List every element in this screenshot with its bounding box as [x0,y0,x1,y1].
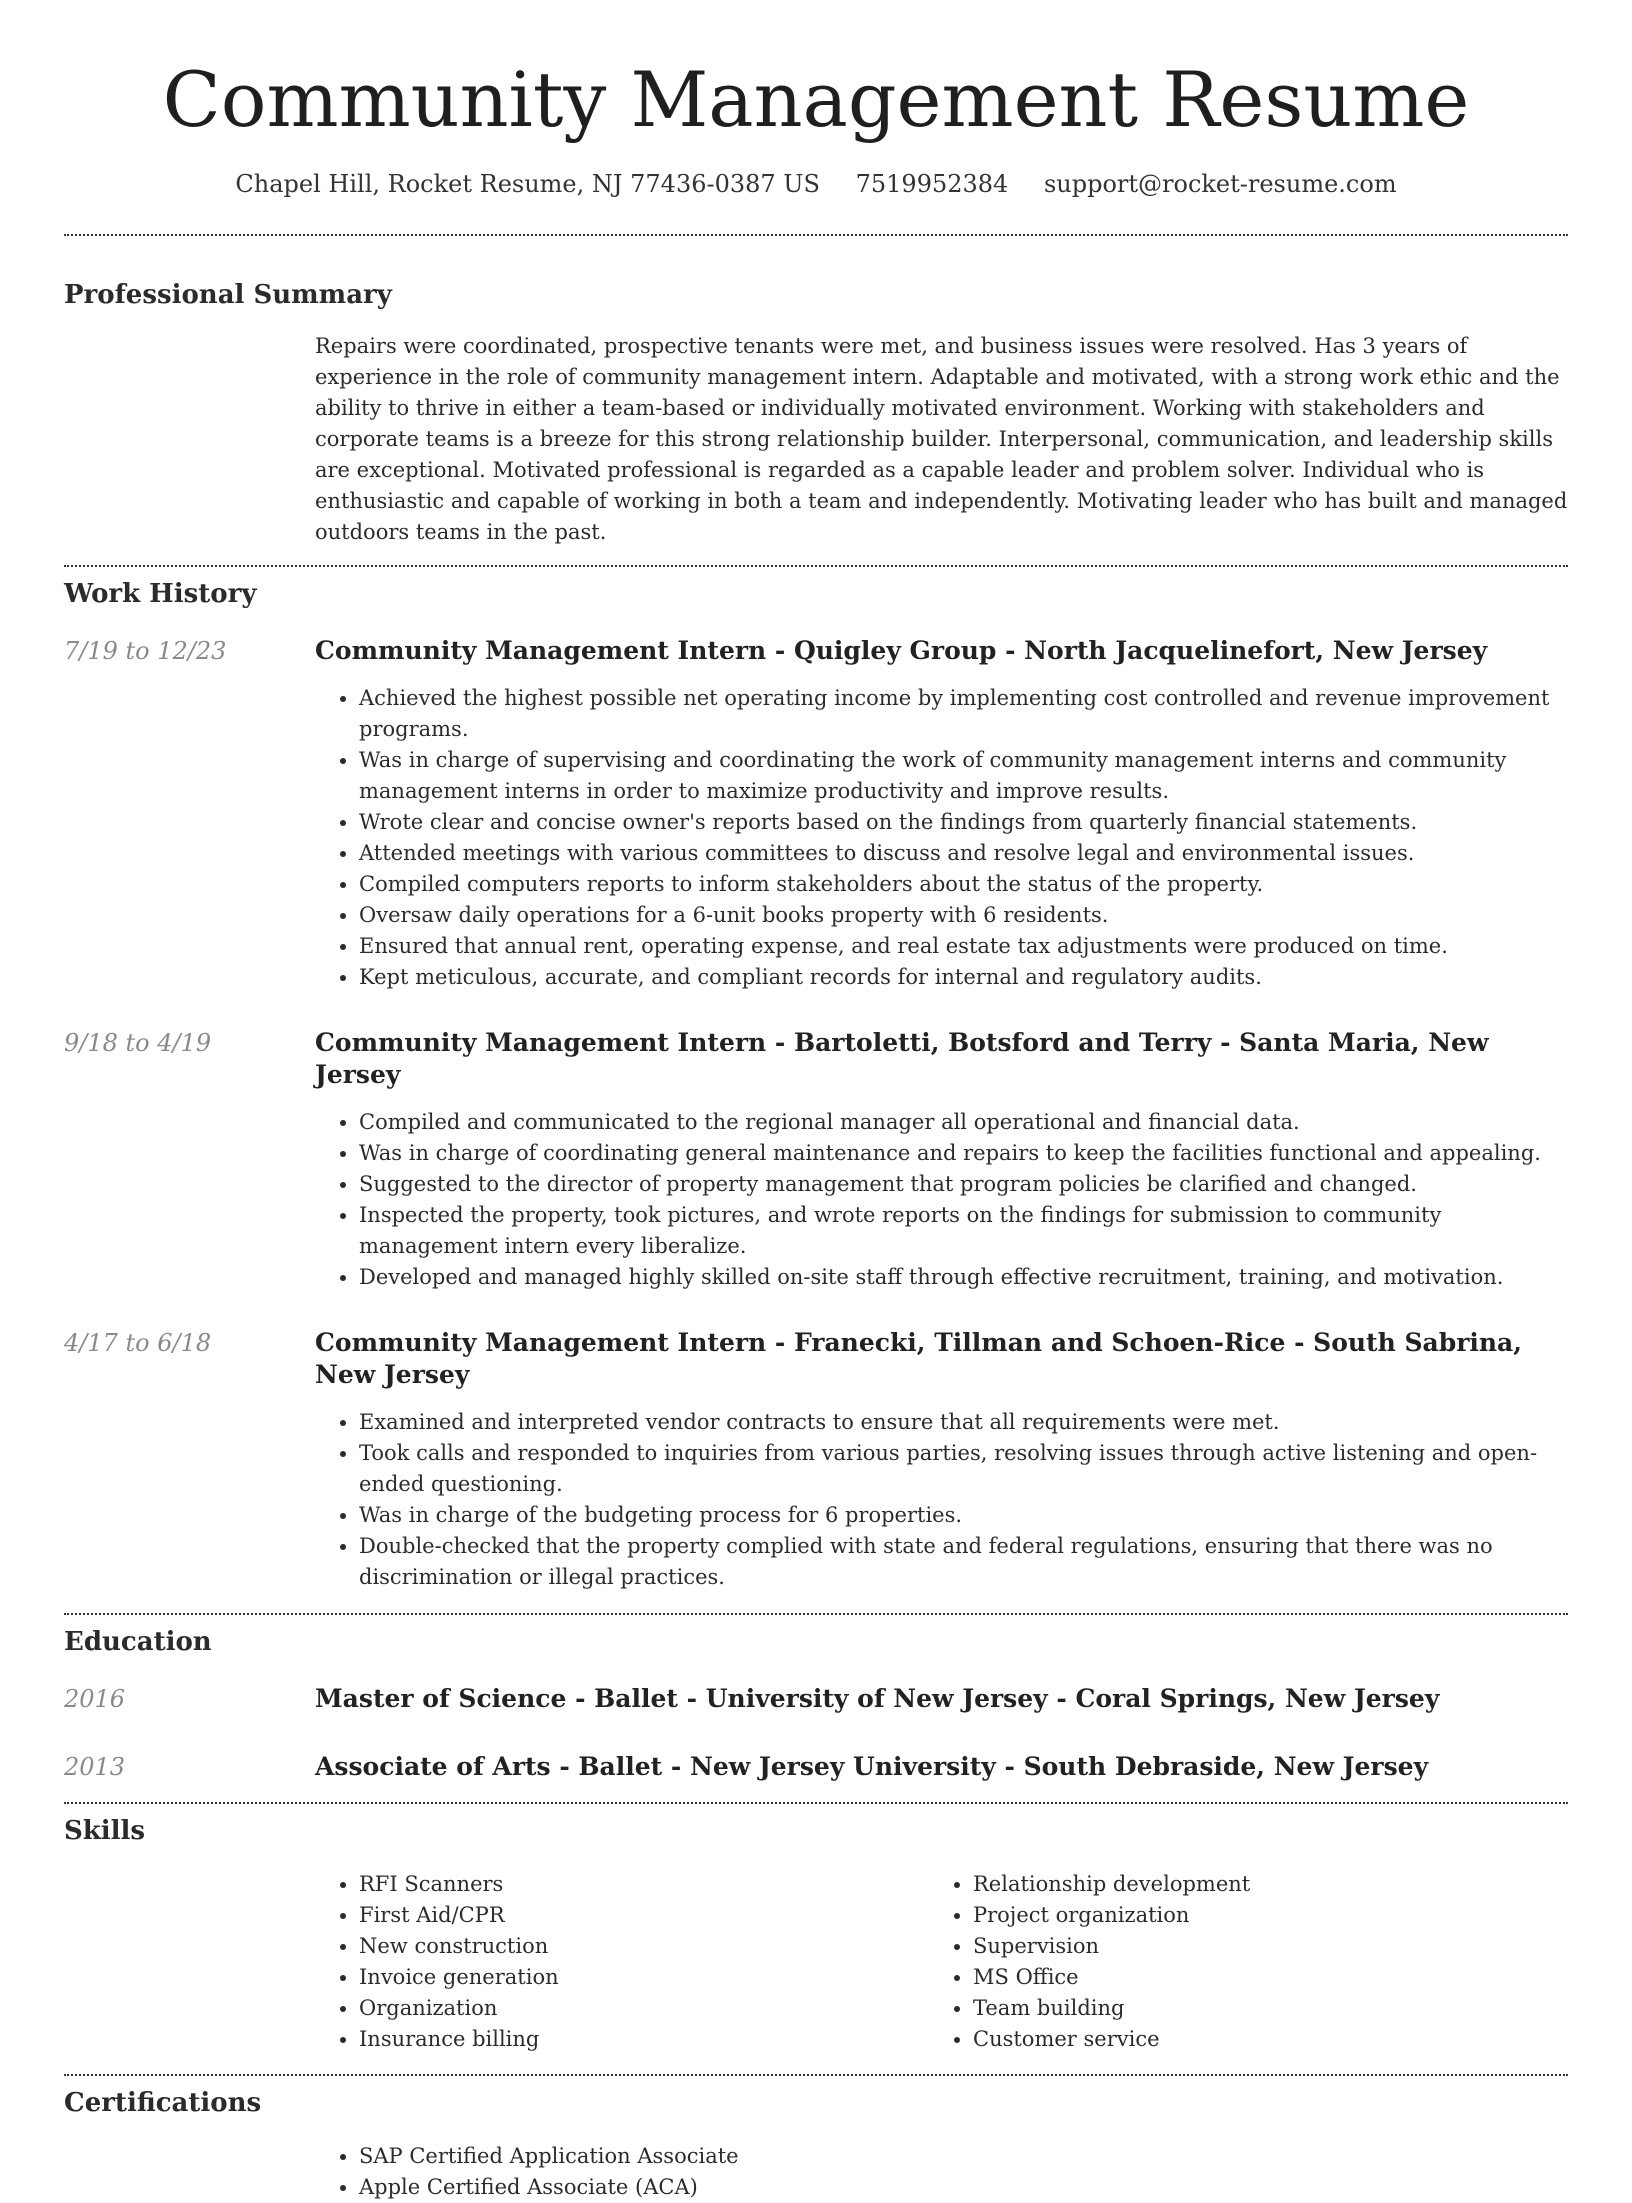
section-divider [64,1802,1568,1804]
certifications-heading: Certifications [64,2088,262,2118]
certifications-list [315,2141,1568,2203]
skill-item: • Organization [359,1993,929,2024]
job-dates: 4/17 to 6/18 [64,1329,212,1357]
education-degree: Master of Science - Ballet - University of New Jersey - Coral Springs, New Jersey [315,1684,1440,1713]
job-bullets [315,683,1568,993]
skill-item: • Relationship development [973,1869,1543,1900]
list-item: • Wrote clear and concise owner's reports based on the findings from quarterly financial statements. [359,807,1568,838]
skill-item: • New construction [359,1931,929,1962]
job-entry [64,635,1568,993]
section-divider [64,2074,1568,2076]
education-entry [64,1751,1568,1783]
skill-item: • Invoice generation [359,1962,929,1993]
skills-column-1 [315,1869,929,2055]
summary-heading: Professional Summary [64,280,392,310]
skill-item: • RFI Scanners [359,1869,929,1900]
list-item: • Double-checked that the property complied with state and federal regulations, ensuring that there was no discrimination or illegal practices. [359,1531,1568,1593]
skills-column-2 [929,1869,1543,2055]
summary-text: Repairs were coordinated, prospective tenants were met, and business issues were resolved. Has 3 years of experience in the role of community management intern. Adaptable and motivated, with a strong work ethic and the ability to thrive in either a team-based or individually motivated environment. Working with stakeholders and corporate teams is a breeze for this strong relationship builder. Interpersonal, communication, and leadership skills are exceptional. Motivated professional is regarded as a capable leader and problem solver. Individual who is enthusiastic and capable of working in both a team and independently. Motivating leader who has built and managed outdoors teams in the past. [315,334,1568,544]
section-divider [64,234,1568,236]
skills-heading: Skills [64,1816,146,1846]
certification-item: • Apple Certified Associate (ACA) [359,2172,1568,2203]
contact-line [64,168,1568,200]
list-item: • Kept meticulous, accurate, and compliant records for internal and regulatory audits. [359,962,1568,993]
job-title: Community Management Intern - Quigley Group - North Jacquelinefort, New Jersey [315,636,1488,665]
section-divider [64,1613,1568,1615]
list-item: • Was in charge of coordinating general maintenance and repairs to keep the facilities functional and appealing. [359,1138,1568,1169]
skill-item: • MS Office [973,1962,1543,1993]
summary-row [64,331,1568,548]
skill-item: • First Aid/CPR [359,1900,929,1931]
job-dates: 7/19 to 12/23 [64,637,227,665]
resume-page [64,0,1568,2203]
skill-item: • Team building [973,1993,1543,2024]
list-item: • Inspected the property, took pictures, and wrote reports on the findings for submission to community management intern every liberalize. [359,1200,1568,1262]
list-item: • Developed and managed highly skilled on-site staff through effective recruitment, training, and motivation. [359,1262,1568,1293]
certification-item: • SAP Certified Application Associate [359,2141,1568,2172]
skills-left-spacer [64,1869,315,2055]
list-item: • Attended meetings with various committees to discuss and resolve legal and environmental issues. [359,838,1568,869]
list-item: • Suggested to the director of property management that program policies be clarified and changed. [359,1169,1568,1200]
list-item: • Oversaw daily operations for a 6-unit books property with 6 residents. [359,900,1568,931]
job-bullets [315,1407,1568,1593]
work-heading: Work History [64,579,257,609]
skill-item: • Customer service [973,2024,1543,2055]
education-degree: Associate of Arts - Ballet - New Jersey University - South Debraside, New Jersey [315,1752,1429,1781]
list-item: • Compiled and communicated to the regional manager all operational and financial data. [359,1107,1568,1138]
education-year: 2016 [64,1685,126,1713]
list-item: • Ensured that annual rent, operating expense, and real estate tax adjustments were produced on time. [359,931,1568,962]
job-entry [64,1027,1568,1293]
contact-phone: 7519952384 [855,170,1009,198]
summary-left-spacer [64,331,315,548]
job-title: Community Management Intern - Franecki, Tillman and Schoen-Rice - South Sabrina, New Jersey [315,1328,1522,1389]
skills-row [64,1869,1568,2055]
contact-email: support@rocket-resume.com [1043,170,1397,198]
list-item: • Achieved the highest possible net operating income by implementing cost controlled and revenue improvement programs. [359,683,1568,745]
education-entry [64,1683,1568,1715]
contact-address: Chapel Hill, Rocket Resume, NJ 77436-0387 US [235,170,820,198]
certifications-row [64,2141,1568,2203]
resume-title: Community Management Resume [162,55,1470,144]
education-heading: Education [64,1627,212,1657]
list-item: • Was in charge of the budgeting process for 6 properties. [359,1500,1568,1531]
skill-item: • Insurance billing [359,2024,929,2055]
list-item: • Examined and interpreted vendor contracts to ensure that all requirements were met. [359,1407,1568,1438]
skill-item: • Project organization [973,1900,1543,1931]
list-item: • Took calls and responded to inquiries from various parties, resolving issues through active listening and open-ended questioning. [359,1438,1568,1500]
list-item: • Compiled computers reports to inform stakeholders about the status of the property. [359,869,1568,900]
job-title: Community Management Intern - Bartoletti, Botsford and Terry - Santa Maria, New Jersey [315,1028,1489,1089]
job-entry [64,1327,1568,1593]
list-item: • Was in charge of supervising and coordinating the work of community management interns and community management interns in order to maximize productivity and improve results. [359,745,1568,807]
section-divider [64,565,1568,567]
job-bullets [315,1107,1568,1293]
education-year: 2013 [64,1753,126,1781]
skill-item: • Supervision [973,1931,1543,1962]
job-dates: 9/18 to 4/19 [64,1029,212,1057]
certifications-left-spacer [64,2141,315,2203]
